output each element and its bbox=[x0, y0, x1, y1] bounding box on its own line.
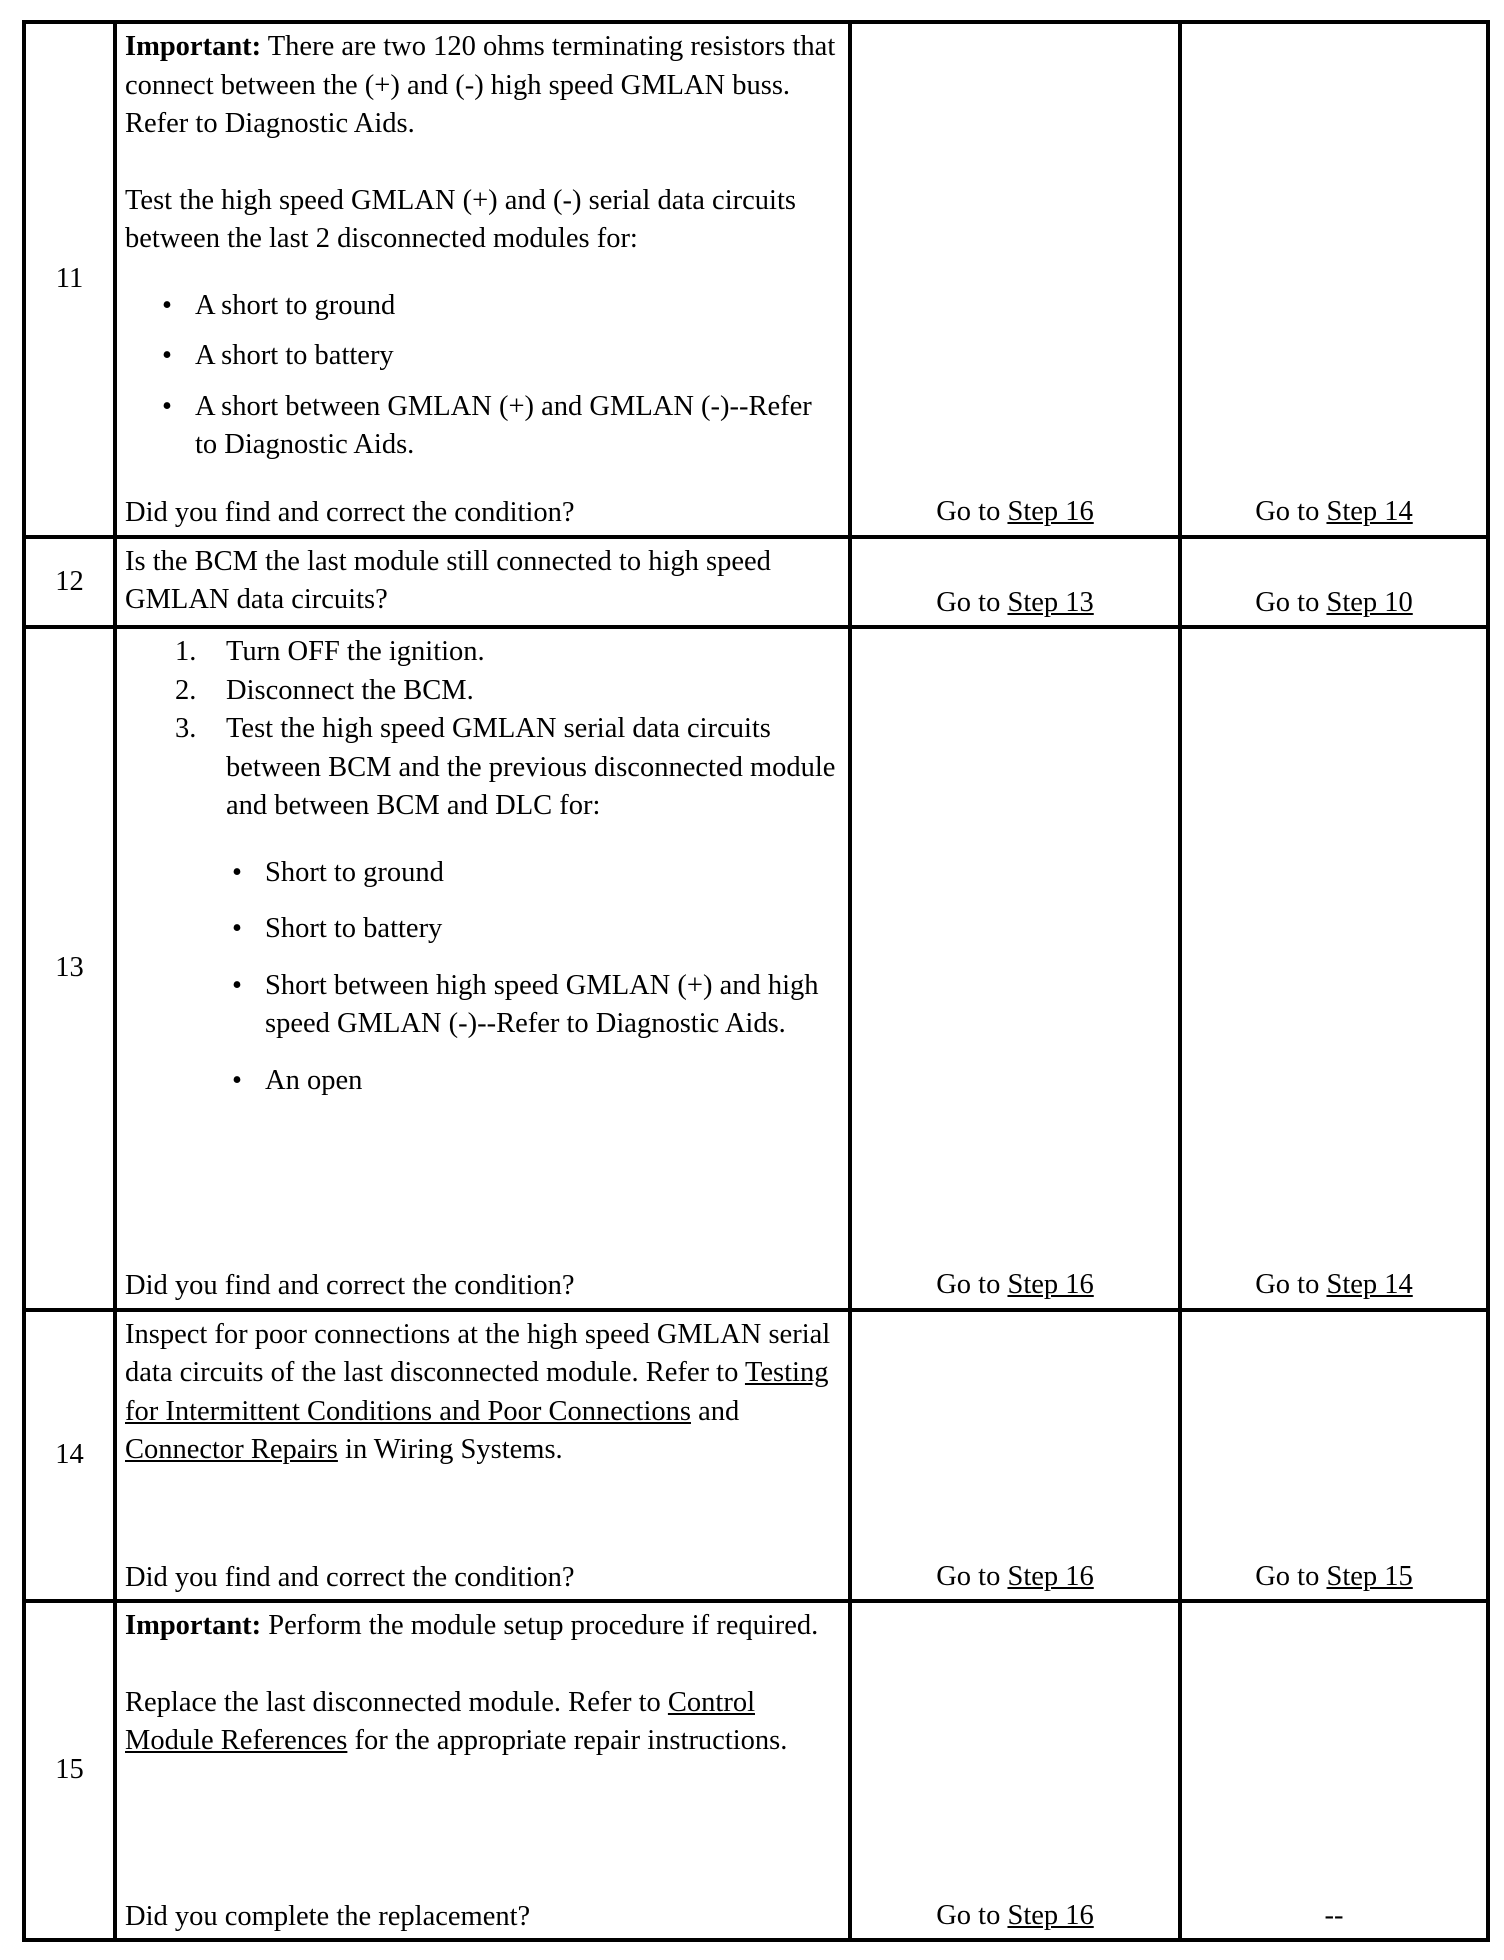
diagnostic-steps-table bbox=[22, 20, 1490, 1942]
no-cell: Go to Step 14 bbox=[1180, 627, 1488, 1310]
connector-repairs-link[interactable]: Connector Repairs bbox=[125, 1434, 338, 1466]
important-note: Important: Perform the module setup procedure if required. bbox=[125, 1610, 819, 1642]
step-link[interactable]: Step 16 bbox=[1007, 1899, 1094, 1931]
step-number: 14 bbox=[24, 1310, 115, 1601]
action-cell bbox=[115, 1601, 850, 1940]
instruction-text: Inspect for poor connections at the high speed GMLAN serial data circuits of the last disconnected module. Refer to Testing for Intermittent Conditions and Poor Connections and Connector Repairs in Wiring Systems. bbox=[125, 1318, 831, 1466]
condition-list bbox=[125, 287, 840, 465]
step-number: 13 bbox=[24, 627, 115, 1310]
no-cell: -- bbox=[1180, 1601, 1488, 1940]
yes-cell: Go to Step 16 bbox=[850, 1310, 1180, 1601]
table-row-step-11 bbox=[24, 22, 1488, 537]
action-cell bbox=[115, 537, 850, 627]
yes-cell: Go to Step 16 bbox=[850, 1601, 1180, 1940]
question-text: Did you find and correct the condition? bbox=[125, 497, 575, 529]
list-item: • An open bbox=[125, 1062, 840, 1101]
step-link[interactable]: Step 14 bbox=[1326, 496, 1413, 528]
table-row-step-15 bbox=[24, 1601, 1488, 1940]
list-item: • Short to battery bbox=[125, 910, 840, 949]
list-item: • Short between high speed GMLAN (+) and high speed GMLAN (-)--Refer to Diagnostic Aids. bbox=[125, 967, 840, 1044]
table-row-step-12 bbox=[24, 537, 1488, 627]
step-number: 15 bbox=[24, 1601, 115, 1940]
question-text: Is the BCM the last module still connected to high speed GMLAN data circuits? bbox=[125, 545, 771, 616]
step-link[interactable]: Step 16 bbox=[1007, 1560, 1094, 1592]
yes-cell: Go to Step 13 bbox=[850, 537, 1180, 627]
intermittent-conditions-link[interactable]: Testing for Intermittent Conditions and Poor Connections bbox=[125, 1357, 829, 1427]
yes-cell: Go to Step 16 bbox=[850, 22, 1180, 537]
step-link[interactable]: Step 14 bbox=[1326, 1269, 1413, 1301]
step-number: 11 bbox=[24, 22, 115, 537]
yes-cell: Go to Step 16 bbox=[850, 627, 1180, 1310]
important-label: Important: bbox=[125, 31, 262, 62]
question-text: Did you find and correct the condition? bbox=[125, 1270, 575, 1302]
important-label: Important: bbox=[125, 1610, 262, 1642]
procedure-list bbox=[125, 633, 840, 826]
action-cell bbox=[115, 627, 850, 1310]
step-link[interactable]: Step 13 bbox=[1007, 586, 1094, 618]
no-cell: Go to Step 10 bbox=[1180, 537, 1488, 627]
list-item: • A short between GMLAN (+) and GMLAN (-)--Refer to Diagnostic Aids. bbox=[125, 388, 840, 465]
step-link[interactable]: Step 16 bbox=[1007, 496, 1094, 528]
list-item: 1. Turn OFF the ignition. bbox=[175, 636, 485, 668]
no-cell: Go to Step 14 bbox=[1180, 22, 1488, 537]
list-item: • Short to ground bbox=[125, 854, 840, 893]
action-cell bbox=[115, 1310, 850, 1601]
step-link[interactable]: Step 15 bbox=[1326, 1560, 1413, 1592]
list-item: • A short to ground bbox=[125, 287, 840, 326]
list-item: 3. Test the high speed GMLAN serial data circuits between BCM and the previous disconnected module and between BCM and DLC for: bbox=[175, 713, 836, 822]
list-item: 2. Disconnect the BCM. bbox=[175, 674, 474, 706]
action-cell bbox=[115, 22, 850, 537]
step-link[interactable]: Step 16 bbox=[1007, 1269, 1094, 1301]
instruction-text: Test the high speed GMLAN (+) and (-) serial data circuits between the last 2 disconnected modules for: bbox=[125, 184, 796, 254]
list-item: • A short to battery bbox=[125, 337, 840, 376]
control-module-references-link[interactable]: Control Module References bbox=[125, 1686, 755, 1757]
table-row-step-13 bbox=[24, 627, 1488, 1310]
instruction-text: Replace the last disconnected module. Refer to Control Module References for the appropriate repair instructions. bbox=[125, 1686, 788, 1757]
no-cell: Go to Step 15 bbox=[1180, 1310, 1488, 1601]
condition-list bbox=[125, 854, 840, 1101]
question-text: Did you find and correct the condition? bbox=[125, 1561, 575, 1593]
important-note: Important: There are two 120 ohms terminating resistors that connect between the (+) and (-) high speed GMLAN buss. Refer to Diagnostic Aids. bbox=[125, 31, 836, 139]
step-link[interactable]: Step 10 bbox=[1326, 586, 1413, 618]
question-text: Did you complete the replacement? bbox=[125, 1900, 531, 1932]
table-row-step-14 bbox=[24, 1310, 1488, 1601]
step-number: 12 bbox=[24, 537, 115, 627]
